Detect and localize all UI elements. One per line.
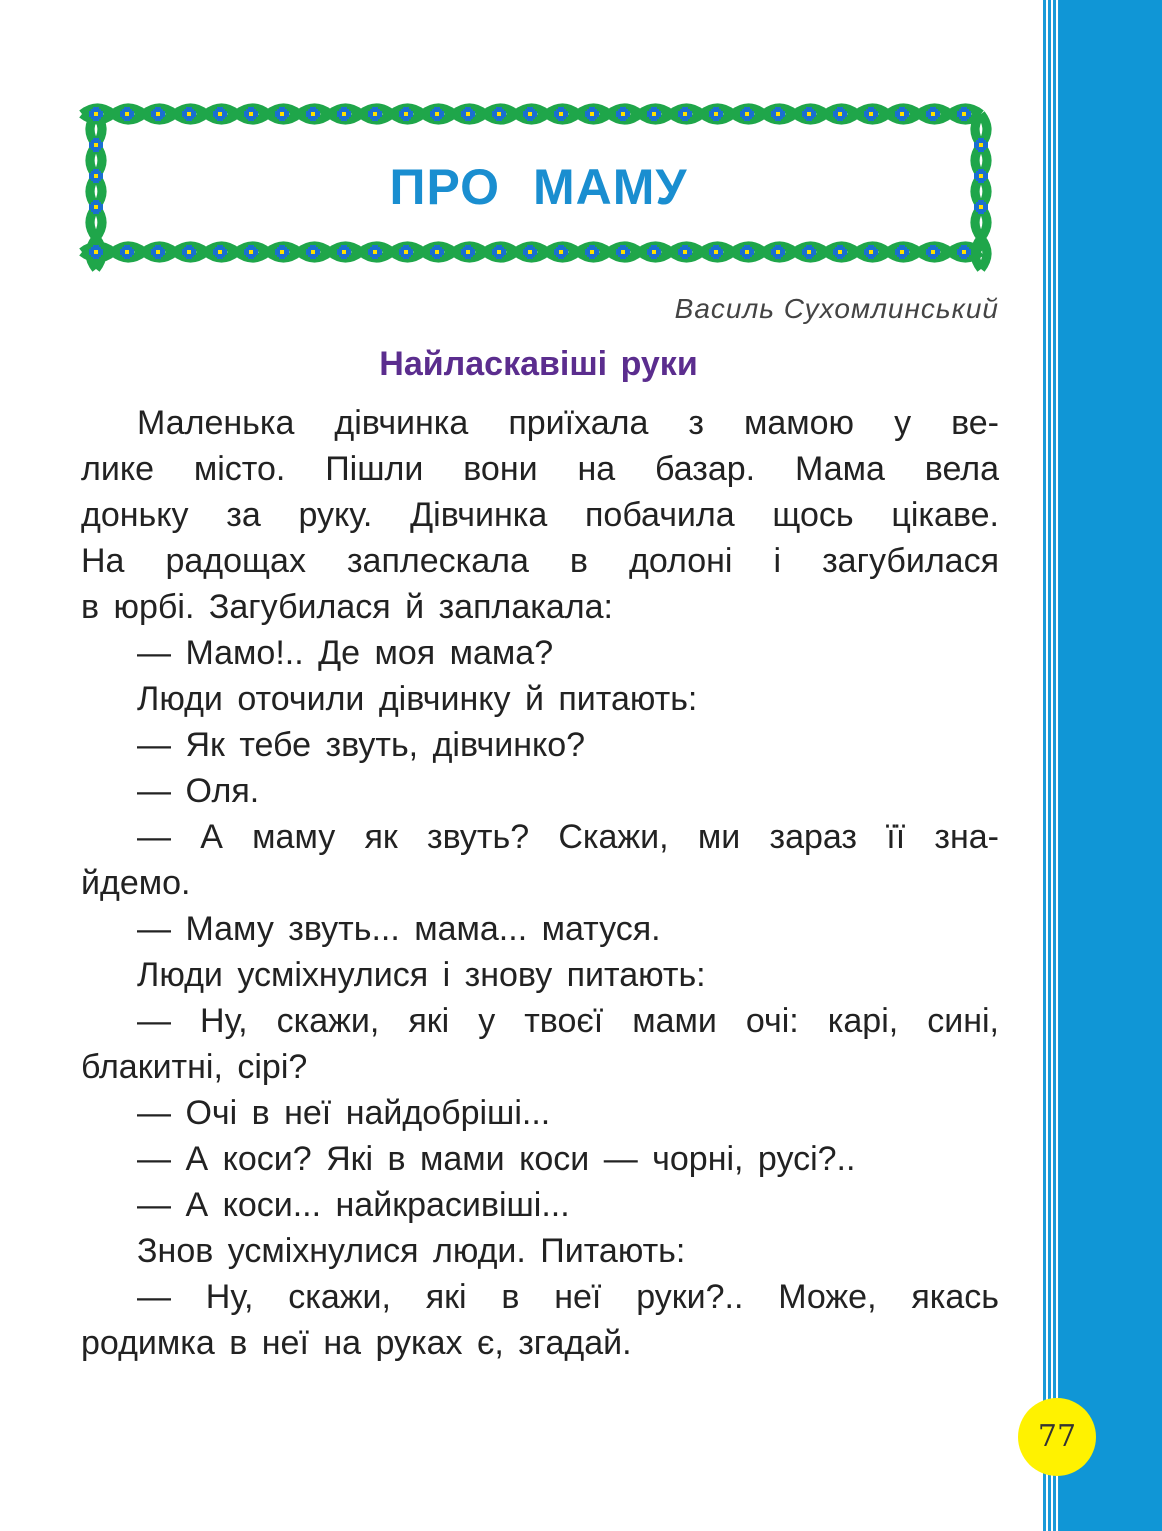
text-line: — Ну, скажи, які в неї руки?.. Може, якась [137,1278,999,1316]
text-line: в юрбі. Загубилася й заплакала: [81,588,613,626]
story-title: Найласкавіші руки [379,345,698,383]
text-line: Знов усміхнулися люди. Питають: [137,1232,686,1270]
text-line: родимка в неї на руках є, згадай. [81,1324,632,1362]
text-line: — А коси... найкрасивіші... [137,1186,570,1224]
text-line: блакитні, сірі? [81,1048,308,1086]
side-color-band [1043,0,1162,1531]
text-line: — Оля. [137,772,260,810]
story-text [81,400,999,1366]
text-line: — Мамо!.. Де моя мама? [137,634,554,672]
text-line: йдемо. [81,864,191,902]
text-line: — А коси? Які в мами коси — чорні, русі?.. [137,1140,856,1178]
text-line: — Очі в неї найдобріші... [137,1094,551,1132]
text-line: — Ну, скажи, які у твоєї мами очі: карі, сині, [137,1002,999,1040]
ornament-title-frame [78,96,999,272]
text-line: — Маму звуть... мама... матуся. [137,910,661,948]
text-line: лике місто. Пішли вони на базар. Мама вела [81,450,999,488]
text-line: доньку за руку. Дівчинка побачила щось цікаве. [81,496,999,534]
text-line: Маленька дівчинка приїхала з мамою у ве- [137,404,999,442]
text-line: — Як тебе звуть, дівчинко? [137,726,586,764]
section-title: ПРО МАМУ [389,159,688,215]
page-number-badge: 77 [1018,1398,1096,1476]
text-line: — А маму як звуть? Скажи, ми зараз її зна- [137,818,999,856]
side-stripes [1043,0,1059,1531]
text-line: Люди оточили дівчинку й питають: [137,680,698,718]
text-line: На радощах заплескала в долоні і загубилася [81,542,999,580]
author-name: Василь Сухомлинський [674,293,999,324]
text-line: Люди усміхнулися і знову питають: [137,956,706,994]
side-band-fill [1059,0,1162,1531]
